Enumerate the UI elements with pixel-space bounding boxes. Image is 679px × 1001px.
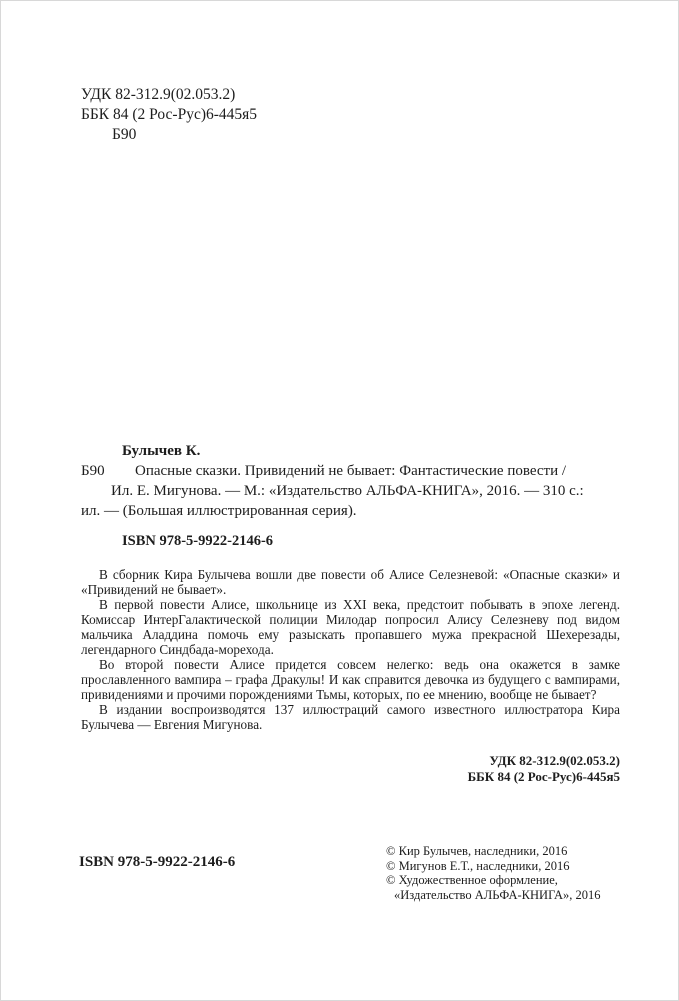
bbk-code-right: ББК 84 (2 Рос-Рус)6-445я5 (467, 769, 620, 784)
copyright-line-design: © Художественное оформление, (386, 873, 558, 887)
annotation-paragraph-2: В первой повести Алисе, школьнице из XXI века, предстоит побывать в эпохе легенд. Комиссар ИнтерГалактической полиции Милодар попросил Алису Селезневу под видом мальчика Аладдина помочь ему разыскать пропавшего мужа прекрасной Шехерезады, легендарного Синдбада-морехода. (81, 597, 620, 657)
bbk-code-top: ББК 84 (2 Рос-Рус)6-445я5 (81, 106, 258, 123)
annotation-block (81, 567, 620, 732)
author-sign-code-top: Б90 (112, 126, 137, 143)
udk-code-top: УДК 82-312.9(02.053.2) (81, 86, 236, 103)
annotation-paragraph-1: В сборник Кира Булычева вошли две повести об Алисе Селезневой: «Опасные сказки» и «Привидений не бывает». (81, 567, 620, 597)
classification-codes-top (81, 85, 257, 145)
annotation-paragraph-4: В издании воспроизводятся 137 иллюстраций самого известного иллюстратора Кира Булычева — Евгения Мигунова. (81, 702, 620, 732)
udk-code-right: УДК 82-312.9(02.053.2) (489, 753, 620, 768)
copyright-line-publisher: «Издательство АЛЬФА-КНИГА», 2016 (394, 887, 601, 902)
annotation-paragraph-3: Во второй повести Алисе придется совсем нелегко: ведь она окажется в замке прославленного вампира – графа Дракулы! И как справится девочка из будущего с вампирами, привидениями и прочими порождениями Тьмы, которых, по ее мнению, вообще не бывает? (81, 657, 620, 702)
bib-description-line-2: Ил. Е. Мигунова. — М.: «Издательство АЛЬФА-КНИГА», 2016. — 310 с.: (111, 483, 584, 499)
author-name: Булычев К. (122, 443, 201, 459)
author-sign-code-margin: Б90 (81, 463, 105, 479)
bib-description-line-3: ил. — (Большая иллюстрированная серия). (81, 503, 357, 519)
bib-title-text: Опасные сказки. Привидений не бывает: Фантастические повести / (135, 463, 567, 479)
copyright-line-author: © Кир Булычев, наследники, 2016 (386, 844, 568, 858)
isbn-bottom: ISBN 978-5-9922-2146-6 (79, 854, 236, 870)
bibliographic-record (81, 441, 626, 551)
classification-codes-right (81, 753, 620, 785)
isbn-top: ISBN 978-5-9922-2146-6 (122, 533, 274, 549)
copyright-line-illustrator: © Мигунов Е.Т., наследники, 2016 (386, 858, 570, 873)
copyright-block (386, 844, 600, 902)
bib-description-line-1 (81, 461, 626, 481)
